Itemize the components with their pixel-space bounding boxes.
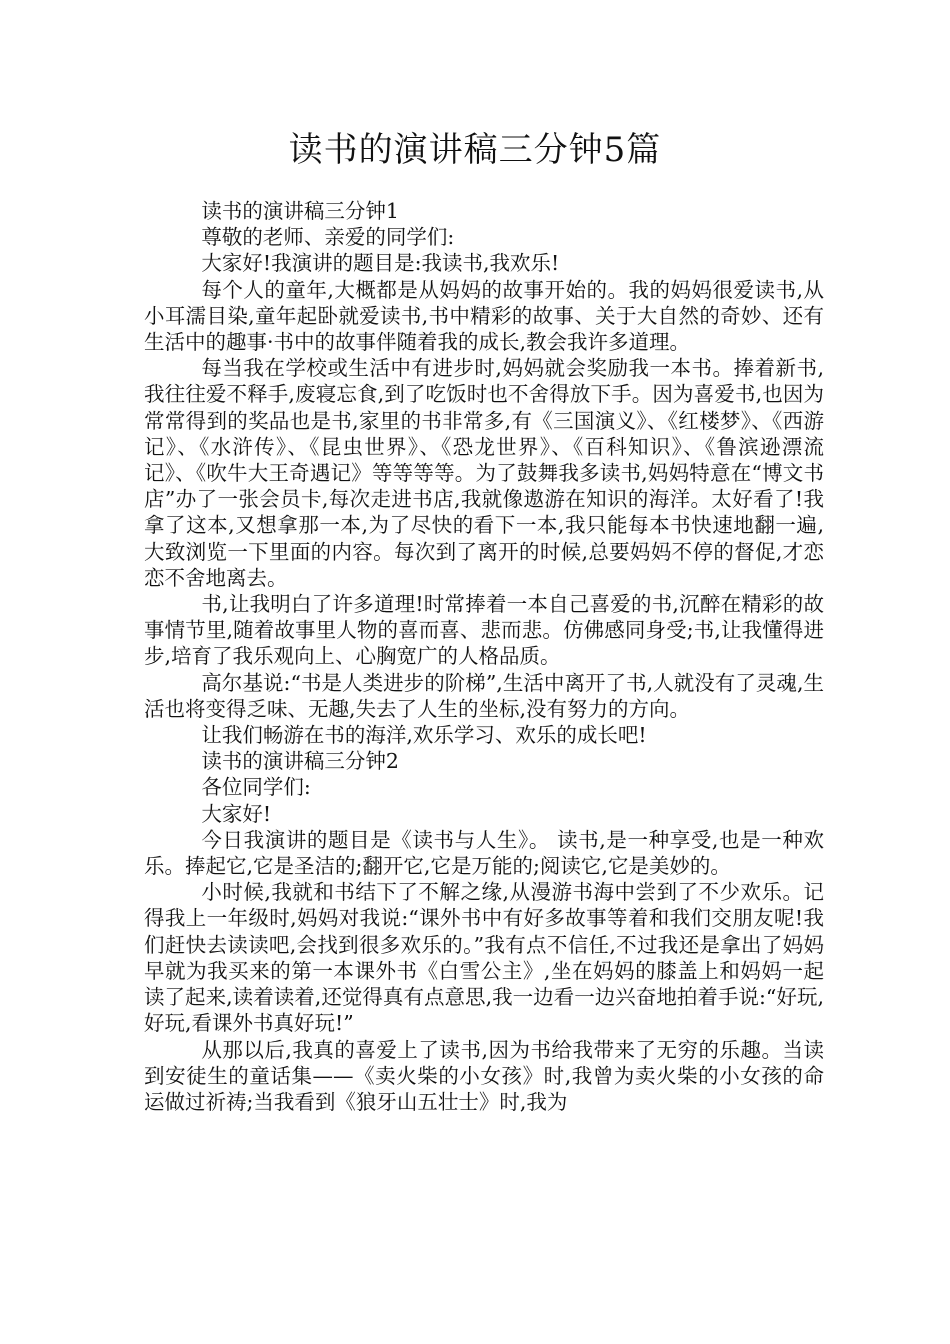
salutation: 各位同学们: bbox=[201, 775, 311, 800]
greeting: 大家好!我演讲的题目是:我读书,我欢乐! bbox=[201, 251, 560, 276]
paragraph: 每当我在学校或生活中有进步时,妈妈就会奖励我一本书。捧着新书,我往往爱不释手,废寝忘食,到了吃饭时也不舍得放下手。因为喜爱书,也因为常常得到的奖品也是书,家里的书非常多,有《三国演义》、《红楼梦》、《西游记》、《水浒传》、《昆虫世界》、《恐龙世界》、《百科知识》、《鲁滨逊漂流记》、《吹牛大王奇遇记》等等等等。为了鼓舞我多读书,妈妈特意在“博文书店”办了一张会员卡,每次走进书店,我就像遨游在知识的海洋。太好看了!我拿了这本,又想拿那一本,为了尽快的看下一本,我只能每本书快速地翻一遍,大致浏览一下里面的内容。每次到了离开的时候,总要妈妈不停的督促,才恋恋不舍地离去。 bbox=[144, 356, 824, 590]
salutation: 尊敬的老师、亲爱的同学们: bbox=[201, 225, 455, 250]
paragraph: 今日我演讲的题目是《读书与人生》。 读书,是一种享受,也是一种欢乐。捧起它,它是圣洁的;翻开它,它是万能的;阅读它,它是美妙的。 bbox=[144, 827, 824, 879]
section-heading: 读书的演讲稿三分钟1 bbox=[201, 199, 399, 223]
paragraph: 从那以后,我真的喜爱上了读书,因为书给我带来了无穷的乐趣。当读到安徒生的童话集——《卖火柴的小女孩》时,我曾为卖火柴的小女孩的命运做过祈祷;当我看到《狼牙山五壮士》时,我为 bbox=[144, 1037, 824, 1114]
document-body bbox=[144, 198, 824, 1115]
paragraph: 让我们畅游在书的海洋,欢乐学习、欢乐的成长吧! bbox=[201, 723, 647, 748]
section-heading: 读书的演讲稿三分钟2 bbox=[201, 749, 399, 774]
greeting: 大家好! bbox=[201, 801, 272, 826]
document-title: 读书的演讲稿三分钟5篇 bbox=[288, 130, 662, 170]
paragraph: 高尔基说:“书是人类进步的阶梯”,生活中离开了书,人就没有了灵魂,生活也将变得乏味、无趣,失去了人生的坐标,没有努力的方向。 bbox=[144, 670, 824, 721]
paragraph: 小时候,我就和书结下了不解之缘,从漫游书海中尝到了不少欢乐。记得我上一年级时,妈妈对我说:“课外书中有好多故事等着和我们交朋友呢!我们赶快去读读吧,会找到很多欢乐的。”我有点不信任,不过我还是拿出了妈妈早就为我买来的第一本课外书《白雪公主》,坐在妈妈的膝盖上和妈妈一起读了起来,读着读着,还觉得真有点意思,我一边看一边兴奋地拍着手说:“好玩,好玩,看课外书真好玩!” bbox=[144, 880, 824, 1036]
paragraph: 书,让我明白了许多道理!时常捧着一本自己喜爱的书,沉醉在精彩的故事情节里,随着故事里人物的喜而喜、悲而悲。仿佛感同身受;书,让我懂得进步,培育了我乐观向上、心胸宽广的人格品质。 bbox=[144, 592, 824, 669]
paragraph: 每个人的童年,大概都是从妈妈的故事开始的。我的妈妈很爱读书,从小耳濡目染,童年起卧就爱读书,书中精彩的故事、关于大自然的奇妙、还有生活中的趣事·书中的故事伴随着我的成长,教会我许多道理。 bbox=[144, 277, 824, 355]
